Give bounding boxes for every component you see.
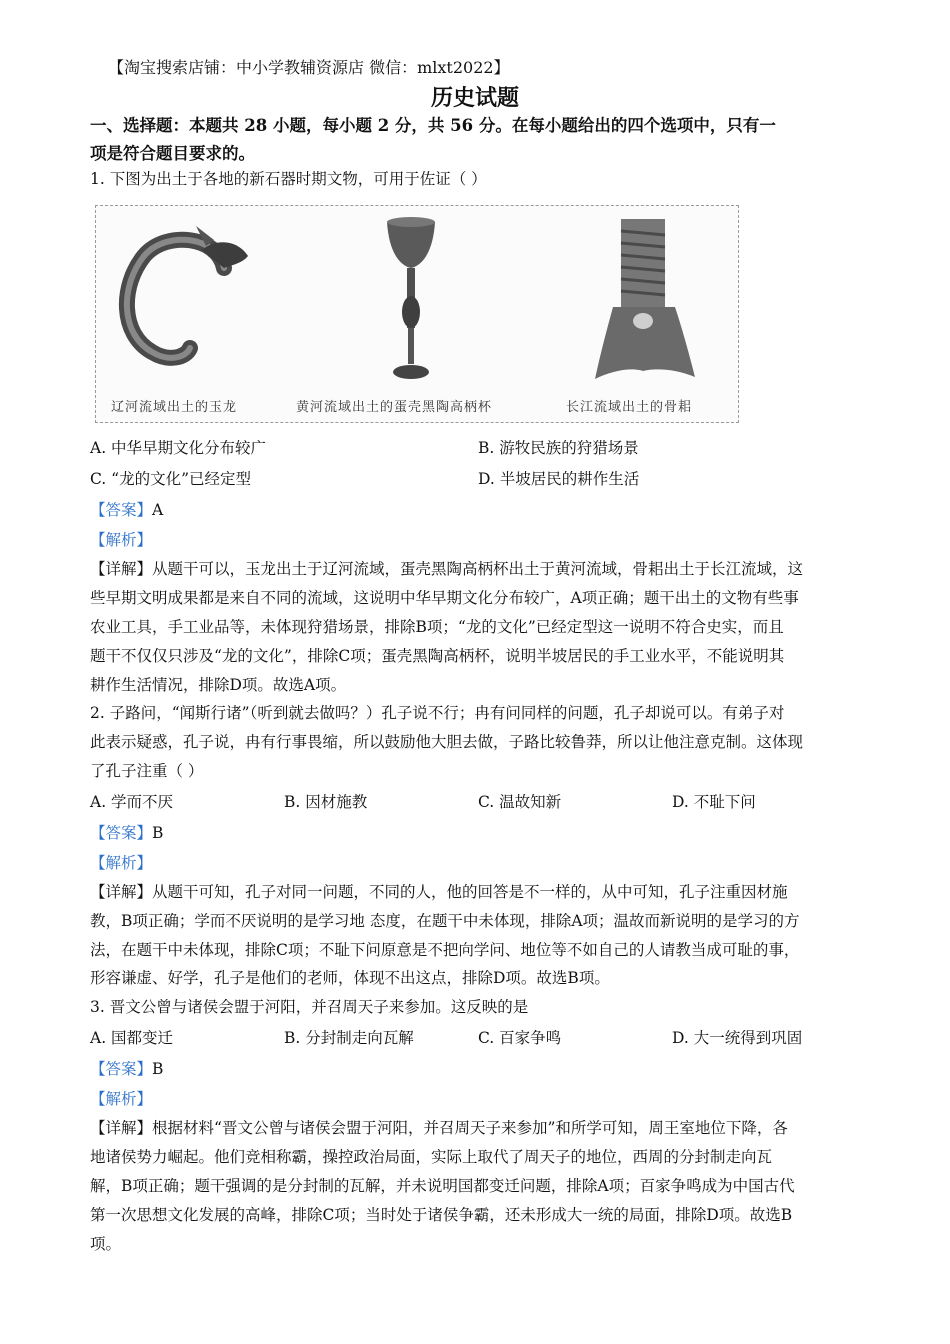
- q2-option-b: B. 因材施教: [284, 793, 368, 811]
- section-heading-line2: 项是符合题目要求的。: [90, 144, 255, 163]
- q2-option-d: D. 不耻下问: [672, 793, 756, 811]
- q1-stem: 1. 下图为出土于各地的新石器时期文物，可用于佐证（ ）: [90, 170, 487, 188]
- q2-answer-label: 【答案】: [90, 824, 153, 842]
- q3-option-a: A. 国都变迁: [90, 1029, 174, 1047]
- q3-detail-text: 项。: [90, 1235, 122, 1253]
- q2-detail-text: 教，B项正确；学而不厌说明的是学习地 态度，在题干中未体现，排除A项；温故而新说明的是学习的方: [90, 912, 800, 930]
- q2-detail-text: 从题干可知，孔子对同一问题，不同的人，他的回答是不一样的，从中可知，孔子注重因材施: [152, 883, 788, 901]
- section-heading-line1: 一、选择题：本题共 28 小题，每小题 2 分，共 56 分。在每小题给出的四个选项中，只有一: [90, 116, 776, 135]
- black-pottery-cup-image: [381, 214, 441, 389]
- q1-analysis-label: 【解析】: [90, 531, 153, 549]
- q1-detail-text: 农业工具，手工业品等，未体现狩猎场景，排除B项；“龙的文化”已经定型这一说明不符合史实，而且: [90, 618, 784, 636]
- q3-detail-label: 【详解】: [90, 1119, 153, 1137]
- q1-answer-label: 【答案】: [90, 501, 153, 519]
- q2-stem: 2. 子路问，“闻斯行诸”（听到就去做吗？）孔子说不行；冉有问同样的问题，孔子却说可以。有弟子对: [90, 704, 785, 722]
- q3-stem: 3. 晋文公曾与诸侯会盟于河阳，并召周天子来参加。这反映的是: [90, 998, 529, 1016]
- q1-option-b: B. 游牧民族的狩猎场景: [478, 439, 639, 457]
- q1-detail-text: 耕作生活情况，排除D项。故选A项。: [90, 676, 347, 694]
- caption-pottery-cup: 黄河流域出土的蛋壳黑陶高柄杯: [296, 400, 493, 415]
- q3-analysis-label: 【解析】: [90, 1090, 153, 1108]
- q3-detail-text: 第一次思想文化发展的高峰，排除C项；当时处于诸侯争霸，还未形成大一统的局面，排除D项。故选B: [90, 1206, 793, 1224]
- q1-detail-line: [90, 559, 865, 579]
- q2-answer-line: [90, 823, 865, 843]
- q1-artifact-figure: [95, 205, 739, 423]
- page-title: 历史试题: [430, 85, 519, 111]
- q3-answer-line: [90, 1059, 865, 1079]
- q1-option-a: A. 中华早期文化分布较广: [90, 439, 267, 457]
- q1-detail-text: 从题干可以，玉龙出土于辽河流域，蛋壳黑陶高柄杯出土于黄河流域，骨耜出土于长江流域，这: [152, 560, 804, 578]
- q3-detail-line: [90, 1118, 865, 1138]
- q3-option-b: B. 分封制走向瓦解: [284, 1029, 414, 1047]
- caption-jade-dragon: 辽河流域出土的玉龙: [111, 400, 238, 415]
- q1-detail-label: 【详解】: [90, 560, 153, 578]
- q3-answer-value: B: [152, 1060, 164, 1078]
- q1-option-c: C. “龙的文化”已经定型: [90, 470, 252, 488]
- q2-detail-text: 形容谦虚、好学，孔子是他们的老师，体现不出这点，排除D项。故选B项。: [90, 969, 610, 987]
- q1-detail-text: 题干不仅仅只涉及“龙的文化”，排除C项；蛋壳黑陶高柄杯，说明半坡居民的手工业水平，不能说明其: [90, 647, 785, 665]
- jade-dragon-image: [106, 216, 256, 386]
- q3-answer-label: 【答案】: [90, 1060, 153, 1078]
- q2-analysis-label: 【解析】: [90, 854, 153, 872]
- bone-spade-image: [591, 211, 701, 386]
- q3-option-d: D. 大一统得到巩固: [672, 1029, 803, 1047]
- q2-detail-label: 【详解】: [90, 883, 153, 901]
- q3-detail-text: 解，B项正确；题干强调的是分封制的瓦解，并未说明国都变迁问题，排除A项；百家争鸣成为中国古代: [90, 1177, 795, 1195]
- q3-detail-text: 根据材料“晋文公曾与诸侯会盟于河阳，并召周天子来参加”和所学可知，周王室地位下降，各: [152, 1119, 788, 1137]
- q2-option-a: A. 学而不厌: [90, 793, 174, 811]
- q2-detail-line: [90, 882, 865, 902]
- q2-option-c: C. 温故知新: [478, 793, 562, 811]
- q2-stem: 了孔子注重（ ）: [90, 762, 204, 780]
- q3-detail-text: 地诸侯势力崛起。他们竞相称霸，操控政治局面，实际上取代了周天子的地位，西周的分封制走向瓦: [90, 1148, 773, 1166]
- shop-header: 【淘宝搜索店铺：中小学教辅资源店 微信：mlxt2022】: [108, 58, 510, 77]
- q1-answer-line: [90, 500, 865, 520]
- q3-option-c: C. 百家争鸣: [478, 1029, 562, 1047]
- q2-detail-text: 法，在题干中未体现，排除C项；不耻下问原意是不把向学问、地位等不如自己的人请教当成可耻的事，: [90, 941, 800, 959]
- q1-answer-value: A: [152, 501, 164, 519]
- q1-detail-text: 些早期文明成果都是来自不同的流域，这说明中华早期文化分布较广，A项正确；题干出土的文物有些事: [90, 589, 799, 607]
- q1-option-d: D. 半坡居民的耕作生活: [478, 470, 640, 488]
- caption-bone-spade: 长江流域出土的骨耜: [566, 400, 693, 415]
- q2-answer-value: B: [152, 824, 164, 842]
- q2-stem: 此表示疑惑，孔子说，冉有行事畏缩，所以鼓励他大胆去做，子路比较鲁莽，所以让他注意克制。这体现: [90, 733, 804, 751]
